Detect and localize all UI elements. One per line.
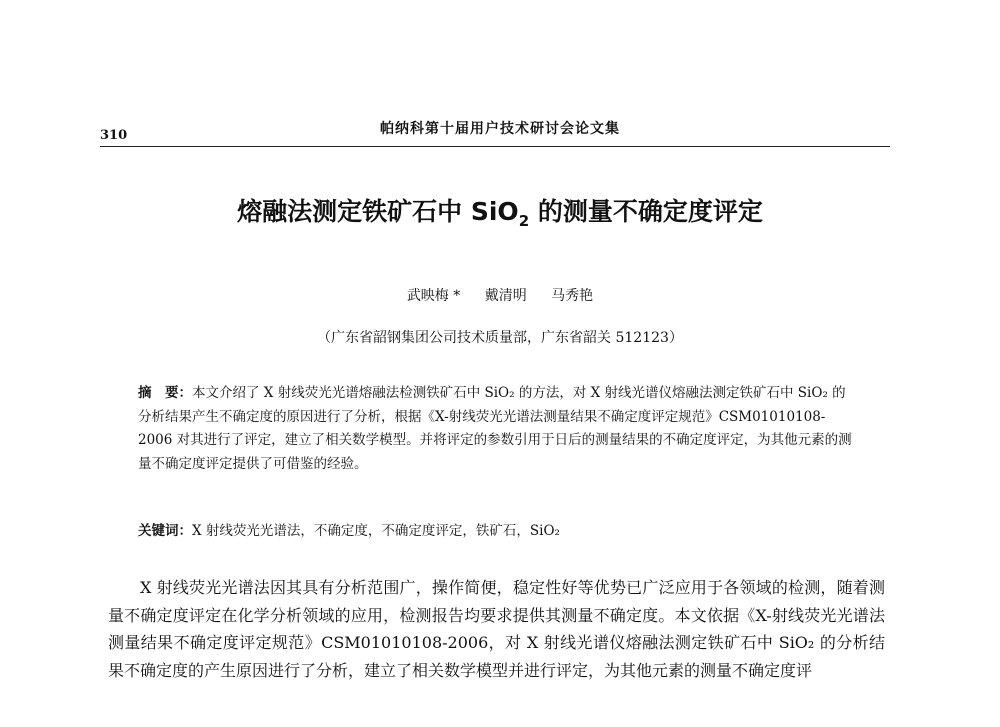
- title-subscript: 2: [518, 212, 530, 230]
- running-header: 帕纳科第十届用户技术研讨会论文集: [380, 121, 620, 137]
- author-2: 戴清明: [484, 288, 527, 304]
- keywords: [138, 520, 853, 542]
- author-list: [0, 285, 1000, 305]
- body-paragraph: X 射线荧光光谱法因其具有分析范围广，操作简便，稳定性好等优势已广泛应用于各领域的检测，随着测量不确定度评定在化学分析领域的应用，检测报告均要求提供其测量不确定度。本文依据《X-射线荧光光谱法测量结果不确定度评定规范》CSM01010108-2006，对 X 射线光谱仪熔融法测定铁矿石中 SiO₂ 的分析结果不确定度的产生原因进行了分析，建立了相关数学模型并进行评定，为其他元素的测量不确定度评: [108, 578, 885, 680]
- keywords-label: 关键词：: [138, 523, 192, 539]
- page-number: 310: [100, 128, 128, 143]
- abstract-text: 本文介绍了 X 射线荧光光谱熔融法检测铁矿石中 SiO₂ 的方法，对 X 射线光谱仪熔融法测定铁矿石中 SiO₂ 的分析结果产生不确定度的原因进行了分析，根据《X-射线荧光光谱法测量结果不确定度评定规范》CSM01010108-2006 对其进行了评定，建立了相关数学模型。并将评定的参数引用于日后的测量结果的不确定度评定，为其他元素的测量不确定度评定提供了可借鉴的经验。: [138, 385, 852, 472]
- author-1: 武映梅 *: [406, 288, 461, 304]
- abstract-label: 摘 要：: [138, 385, 192, 401]
- author-3: 马秀艳: [551, 288, 594, 304]
- paper-title: [0, 192, 1000, 230]
- title-text-main: 熔融法测定铁矿石中 SiO: [237, 197, 519, 226]
- keywords-text: X 射线荧光光谱法，不确定度，不确定度评定，铁矿石，SiO₂: [192, 523, 560, 539]
- abstract: [138, 382, 853, 476]
- header-rule: [100, 146, 890, 147]
- affiliation: （广东省韶钢集团公司技术质量部，广东省韶关 512123）: [317, 330, 683, 346]
- title-text-rest: 的测量不确定度评定: [529, 197, 763, 226]
